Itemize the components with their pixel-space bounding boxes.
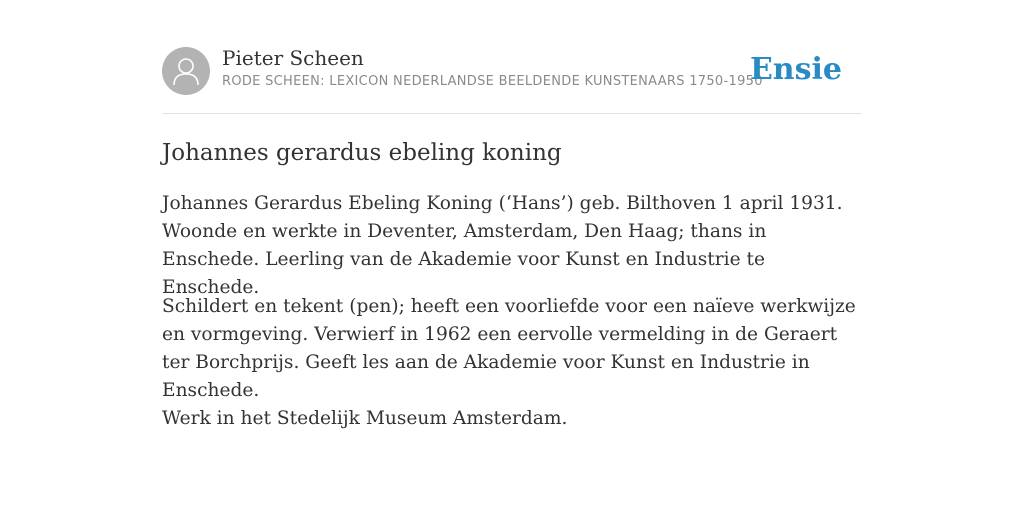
author-name[interactable]: Pieter Scheen xyxy=(222,46,364,70)
divider xyxy=(162,113,862,114)
article-paragraph: Schildert en tekent (pen); heeft een voorliefde voor een naïeve werkwijze en vormgeving. Verwierf in 1962 een eervolle vermelding in de Geraert ter Borchprijs. Geeft les aan de Akademie voor Kunst en Industrie in Enschede. xyxy=(162,296,856,401)
article-paragraph: Johannes Gerardus Ebeling Koning (‘Hans’) geb. Bilthoven 1 april 1931. Woonde en werkte in Deventer, Amsterdam, Den Haag; thans in Enschede. Leerling van de Akademie voor Kunst en Industrie te Enschede. xyxy=(162,193,843,298)
source-label[interactable]: RODE SCHEEN: LEXICON NEDERLANDSE BEELDENDE KUNSTENAARS 1750-1950 xyxy=(222,74,763,89)
ensie-logo[interactable]: Ensie xyxy=(749,52,842,87)
user-silhouette-icon xyxy=(162,47,210,95)
avatar[interactable] xyxy=(162,47,210,95)
author-header xyxy=(162,46,862,96)
article-title: Johannes gerardus ebeling koning xyxy=(162,140,562,166)
article-paragraph: Werk in het Stedelijk Museum Amsterdam. xyxy=(162,408,568,429)
page-container xyxy=(162,0,862,512)
